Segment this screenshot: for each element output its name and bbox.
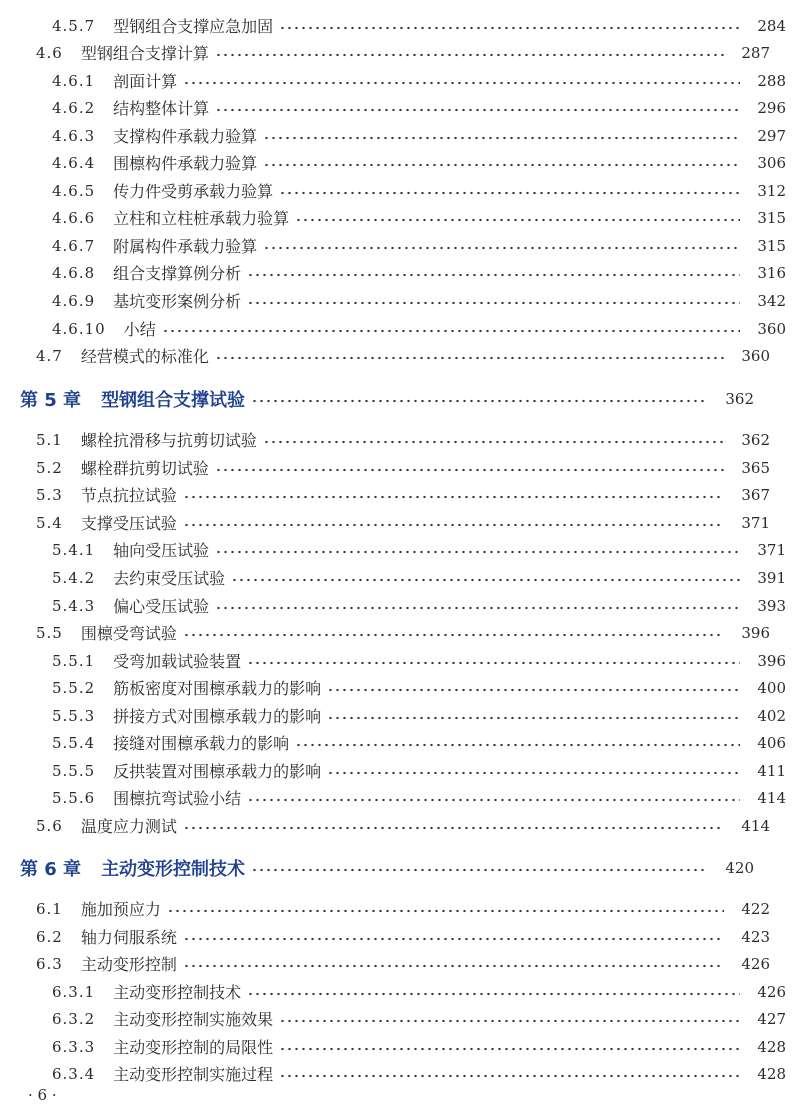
toc-section (0, 619, 786, 646)
toc-page-number: 288 (757, 71, 786, 90)
toc-page-number: 414 (741, 816, 770, 835)
toc-number: 5.5.3 (52, 706, 96, 725)
toc-subsection (0, 729, 802, 756)
dot-leader (247, 661, 740, 665)
toc-title: 附属构件承载力验算 (113, 237, 258, 256)
toc-page-number: 396 (757, 651, 786, 670)
toc-subsection (0, 1060, 802, 1087)
toc-title: 施加预应力 (80, 900, 161, 919)
toc-title: 节点抗拉试验 (80, 486, 177, 505)
toc-page-number: 396 (741, 623, 770, 642)
toc-page-number: 362 (741, 430, 770, 449)
toc-number: 4.6.5 (52, 181, 96, 200)
toc-page-number: 362 (725, 390, 754, 408)
toc-number: 4.6.4 (52, 153, 96, 172)
toc-title: 轴向受压试验 (113, 541, 210, 560)
toc-title: 传力件受剪承载力验算 (113, 182, 274, 201)
toc-chapter (0, 384, 770, 414)
toc-title: 拼接方式对围檩承载力的影响 (113, 707, 322, 726)
dot-leader (279, 1047, 740, 1051)
toc-title: 反拱装置对围檩承载力的影响 (113, 762, 322, 781)
toc-page-number: 428 (757, 1037, 786, 1056)
dot-leader (247, 798, 740, 802)
toc-page-number: 428 (757, 1064, 786, 1083)
toc-title: 螺栓群抗剪切试验 (80, 459, 209, 478)
toc-number: 5.4.2 (52, 568, 96, 587)
toc-section (0, 812, 786, 839)
toc-title: 围檩构件承载力验算 (113, 154, 258, 173)
toc-title: 小结 (123, 320, 156, 339)
toc-page-number: 393 (757, 596, 786, 615)
toc-number: 4.6 (36, 43, 63, 62)
toc-section (0, 426, 786, 453)
toc-page-number: 360 (741, 346, 770, 365)
toc-title: 筋板密度对围檩承载力的影响 (113, 679, 322, 698)
toc-number: 第 5 章 (20, 390, 82, 411)
toc-page-number: 365 (741, 458, 770, 477)
page-number-footer: · 6 · (28, 1086, 57, 1104)
dot-leader (183, 523, 724, 527)
toc-subsection (0, 674, 802, 701)
toc-number: 5.5.4 (52, 733, 96, 752)
toc-page-number: 297 (757, 126, 786, 145)
toc-page-number: 391 (757, 568, 786, 587)
toc-subsection (0, 204, 802, 231)
toc-title: 主动变形控制实施效果 (113, 1010, 274, 1029)
dot-leader (215, 606, 740, 610)
dot-leader (251, 868, 708, 872)
toc-number: 4.6.8 (52, 263, 96, 282)
toc-page-number: 400 (757, 678, 786, 697)
toc-subsection (0, 149, 802, 176)
toc-page-number: 402 (757, 706, 786, 725)
toc-subsection (0, 564, 802, 591)
toc-title: 围檩受弯试验 (80, 624, 177, 643)
toc-page-number: 360 (757, 319, 786, 338)
toc-subsection (0, 94, 802, 121)
toc-page-number: 371 (741, 513, 770, 532)
toc-title: 型钢组合支撑试验 (101, 390, 246, 411)
toc-section (0, 39, 786, 66)
toc-title: 型钢组合支撑计算 (80, 44, 209, 63)
toc-number: 5.4 (36, 513, 63, 532)
toc-title: 主动变形控制技术 (113, 983, 242, 1002)
toc-title: 基坑变形案例分析 (113, 292, 242, 311)
toc-section (0, 342, 786, 369)
dot-leader (231, 578, 740, 582)
toc-number: 5.5.5 (52, 761, 96, 780)
toc-subsection (0, 1005, 802, 1032)
toc-page-number: 420 (725, 859, 754, 877)
toc-number: 5.2 (36, 458, 63, 477)
toc-page-number: 342 (757, 291, 786, 310)
dot-leader (279, 26, 740, 30)
dot-leader (327, 716, 740, 720)
toc-number: 5.5.6 (52, 788, 96, 807)
dot-leader (183, 495, 724, 499)
dot-leader (183, 81, 740, 85)
toc-number: 6.3 (36, 954, 63, 973)
toc-number: 6.3.4 (52, 1064, 96, 1083)
toc-page-number: 414 (757, 788, 786, 807)
dot-leader (251, 399, 708, 403)
toc-section (0, 454, 786, 481)
toc-title: 立柱和立柱桩承载力验算 (113, 209, 290, 228)
toc-title: 支撑构件承载力验算 (113, 127, 258, 146)
toc-subsection (0, 12, 802, 39)
toc-subsection (0, 647, 802, 674)
dot-leader (263, 163, 740, 167)
toc-page-number: 411 (757, 761, 786, 780)
toc-title: 主动变形控制 (80, 955, 177, 974)
toc-number: 4.6.7 (52, 236, 96, 255)
toc-title: 主动变形控制的局限性 (113, 1038, 274, 1057)
toc-page-number: 422 (741, 899, 770, 918)
dot-leader (247, 301, 740, 305)
toc-title: 主动变形控制技术 (101, 859, 246, 880)
toc-number: 6.3.3 (52, 1037, 96, 1056)
toc-title: 温度应力测试 (80, 817, 177, 836)
dot-leader (327, 771, 740, 775)
toc-number: 4.5.7 (52, 16, 96, 35)
toc-page-number: 367 (741, 485, 770, 504)
dot-leader (279, 191, 740, 195)
dot-leader (215, 53, 724, 57)
toc-number: 6.1 (36, 899, 63, 918)
toc-number: 5.5.2 (52, 678, 96, 697)
dot-leader (183, 633, 724, 637)
toc-section (0, 509, 786, 536)
toc-number: 5.1 (36, 430, 63, 449)
toc-number: 6.2 (36, 927, 63, 946)
dot-leader (327, 688, 740, 692)
dot-leader (263, 440, 724, 444)
toc-section (0, 923, 786, 950)
toc-title: 接缝对围檩承载力的影响 (113, 734, 290, 753)
toc-page-number: 427 (757, 1009, 786, 1028)
toc-page-number: 315 (757, 236, 786, 255)
dot-leader (279, 1074, 740, 1078)
toc-page-number: 406 (757, 733, 786, 752)
toc-subsection (0, 784, 802, 811)
toc-page-number: 423 (741, 927, 770, 946)
dot-leader (183, 826, 724, 830)
toc-subsection (0, 315, 802, 342)
toc-number: 6.3.2 (52, 1009, 96, 1028)
toc-subsection (0, 67, 802, 94)
dot-leader (247, 992, 740, 996)
toc-section (0, 481, 786, 508)
dot-leader (295, 743, 740, 747)
toc-subsection (0, 702, 802, 729)
toc-title: 围檩抗弯试验小结 (113, 789, 242, 808)
toc-number: 第 6 章 (20, 859, 82, 880)
toc-number: 4.6.6 (52, 208, 96, 227)
toc-chapter (0, 853, 770, 883)
dot-leader (295, 218, 740, 222)
toc-page-number: 284 (757, 16, 786, 35)
toc-number: 4.6.3 (52, 126, 96, 145)
toc-title: 型钢组合支撑应急加固 (113, 17, 274, 36)
toc-title: 结构整体计算 (113, 99, 210, 118)
toc-subsection (0, 757, 802, 784)
toc-title: 支撑受压试验 (80, 514, 177, 533)
toc-title: 受弯加载试验装置 (113, 652, 242, 671)
toc-title: 组合支撑算例分析 (113, 264, 242, 283)
toc-subsection (0, 978, 802, 1005)
toc-number: 5.6 (36, 816, 63, 835)
toc-subsection (0, 592, 802, 619)
toc-page-number: 426 (757, 982, 786, 1001)
dot-leader (263, 246, 740, 250)
toc-number: 5.5 (36, 623, 63, 642)
toc-number: 4.6.1 (52, 71, 96, 90)
toc-title: 主动变形控制实施过程 (113, 1065, 274, 1084)
toc-subsection (0, 287, 802, 314)
dot-leader (167, 909, 724, 913)
toc-number: 5.3 (36, 485, 63, 504)
toc-subsection (0, 177, 802, 204)
toc-section (0, 950, 786, 977)
toc-number: 5.5.1 (52, 651, 96, 670)
toc-title: 螺栓抗滑移与抗剪切试验 (80, 431, 257, 450)
toc-subsection (0, 536, 802, 563)
toc-subsection (0, 232, 802, 259)
toc-page-number: 371 (757, 540, 786, 559)
toc-number: 4.6.10 (52, 319, 106, 338)
toc-subsection (0, 259, 802, 286)
toc-title: 轴力伺服系统 (80, 928, 177, 947)
toc-title: 偏心受压试验 (113, 597, 210, 616)
toc-number: 4.6.2 (52, 98, 96, 117)
toc-number: 4.6.9 (52, 291, 96, 310)
toc-page-number: 287 (741, 43, 770, 62)
toc-title: 剖面计算 (113, 72, 178, 91)
toc-page-number: 306 (757, 153, 786, 172)
dot-leader (247, 273, 740, 277)
dot-leader (215, 468, 724, 472)
toc-page-number: 426 (741, 954, 770, 973)
toc-page-number: 316 (757, 263, 786, 282)
toc-number: 5.4.3 (52, 596, 96, 615)
dot-leader (183, 937, 724, 941)
toc-title: 经营模式的标准化 (80, 347, 209, 366)
dot-leader (279, 1019, 740, 1023)
toc-page-number: 296 (757, 98, 786, 117)
toc-subsection (0, 122, 802, 149)
dot-leader (215, 550, 740, 554)
toc-number: 5.4.1 (52, 540, 96, 559)
dot-leader (162, 329, 740, 333)
toc-page-number: 315 (757, 208, 786, 227)
dot-leader (215, 108, 740, 112)
toc-number: 4.7 (36, 346, 63, 365)
dot-leader (215, 356, 724, 360)
dot-leader (263, 136, 740, 140)
dot-leader (183, 964, 724, 968)
toc-subsection (0, 1033, 802, 1060)
toc-number: 6.3.1 (52, 982, 96, 1001)
toc-section (0, 895, 786, 922)
toc-title: 去约束受压试验 (113, 569, 226, 588)
toc-page-number: 312 (757, 181, 786, 200)
